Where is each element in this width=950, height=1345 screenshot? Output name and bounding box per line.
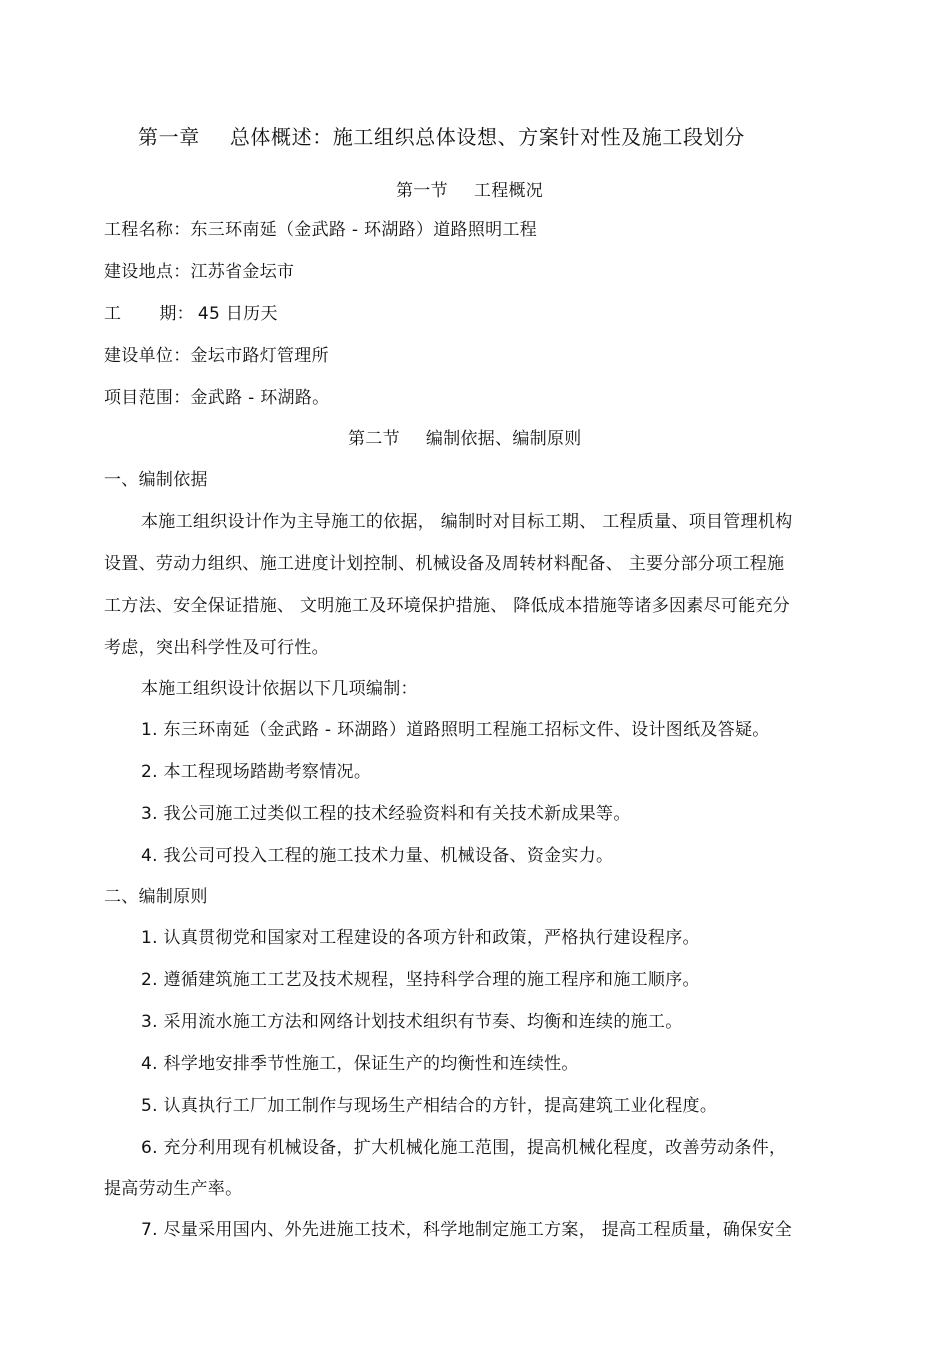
basis-paragraph-line: 本施工组织设计作为主导施工的依据， 编制时对目标工期、 工程质量、项目管理机构 bbox=[141, 512, 793, 532]
project-location-row bbox=[104, 261, 294, 283]
project-location-value: 江苏省金坛市 bbox=[190, 262, 295, 282]
section-number: 第二节 bbox=[348, 429, 400, 449]
basis-paragraph-line: 工方法、安全保证措施、 文明施工及环境保护措施、 降低成本措施等诸多因素尽可能充分 bbox=[104, 596, 791, 616]
project-scope-row bbox=[104, 387, 329, 409]
basis-heading: 一、编制依据 bbox=[104, 470, 208, 490]
chapter-heading bbox=[138, 124, 745, 150]
principles-list-item: 1. 认真贯彻党和国家对工程建设的各项方针和政策，严格执行建设程序。 bbox=[141, 928, 700, 948]
project-location-label: 建设地点： bbox=[104, 262, 191, 282]
basis-paragraph-line: 考虑，突出科学性及可行性。 bbox=[104, 638, 329, 658]
project-owner-label: 建设单位： bbox=[104, 346, 191, 366]
section-title: 编制依据、编制原则 bbox=[425, 429, 582, 449]
project-owner-value: 金坛市路灯管理所 bbox=[190, 346, 329, 366]
project-name-value: 东三环南延（金武路 - 环湖路）道路照明工程 bbox=[190, 220, 538, 240]
chapter-number: 第一章 bbox=[138, 125, 200, 149]
basis-list-item: 4. 我公司可投入工程的施工技术力量、机械设备、资金实力。 bbox=[141, 846, 614, 866]
project-name-row bbox=[104, 219, 537, 241]
principles-list-item: 3. 采用流水施工方法和网络计划技术组织有节奏、均衡和连续的施工。 bbox=[141, 1012, 683, 1032]
project-scope-label: 项目范围： bbox=[104, 388, 191, 408]
principles-heading: 二、编制原则 bbox=[104, 887, 208, 907]
chapter-title: 总体概述：施工组织总体设想、方案针对性及施工段划分 bbox=[229, 125, 745, 149]
principles-list-item: 2. 遵循建筑施工工艺及技术规程，坚持科学合理的施工程序和施工顺序。 bbox=[141, 970, 700, 990]
principles-list-item: 4. 科学地安排季节性施工，保证生产的均衡性和连续性。 bbox=[141, 1054, 579, 1074]
section-heading-2 bbox=[348, 428, 582, 450]
section-heading-1 bbox=[396, 180, 543, 202]
basis-list-item: 3. 我公司施工过类似工程的技术经验资料和有关技术新成果等。 bbox=[141, 804, 631, 824]
project-period-value: 45 日历天 bbox=[197, 304, 278, 324]
project-period-label-2: 期： bbox=[159, 304, 194, 324]
principles-list-item: 6. 充分利用现有机械设备，扩大机械化施工范围，提高机械化程度，改善劳动条件， bbox=[141, 1138, 787, 1158]
principles-list-item: 5. 认真执行工厂加工制作与现场生产相结合的方针，提高建筑工业化程度。 bbox=[141, 1096, 718, 1116]
principles-list-item-continuation: 提高劳动生产率。 bbox=[104, 1179, 243, 1199]
principles-list-item: 7. 尽量采用国内、外先进施工技术，科学地制定施工方案， 提高工程质量，确保安全 bbox=[141, 1220, 793, 1240]
project-owner-row bbox=[104, 345, 329, 367]
project-name-label: 工程名称： bbox=[104, 220, 191, 240]
basis-paragraph-line: 设置、劳动力组织、施工进度计划控制、机械设备及周转材料配备、 主要分部分项工程施 bbox=[104, 554, 785, 574]
basis-intro: 本施工组织设计依据以下几项编制： bbox=[141, 679, 418, 699]
basis-list-item: 2. 本工程现场踏勘考察情况。 bbox=[141, 762, 372, 782]
basis-list-item: 1. 东三环南延（金武路 - 环湖路）道路照明工程施工招标文件、设计图纸及答疑。 bbox=[141, 720, 770, 740]
project-period-label-1: 工 bbox=[104, 304, 122, 324]
section-number: 第一节 bbox=[396, 181, 448, 201]
project-scope-value: 金武路 - 环湖路。 bbox=[190, 388, 330, 408]
project-period-row bbox=[104, 303, 278, 325]
section-title: 工程概况 bbox=[473, 181, 544, 201]
